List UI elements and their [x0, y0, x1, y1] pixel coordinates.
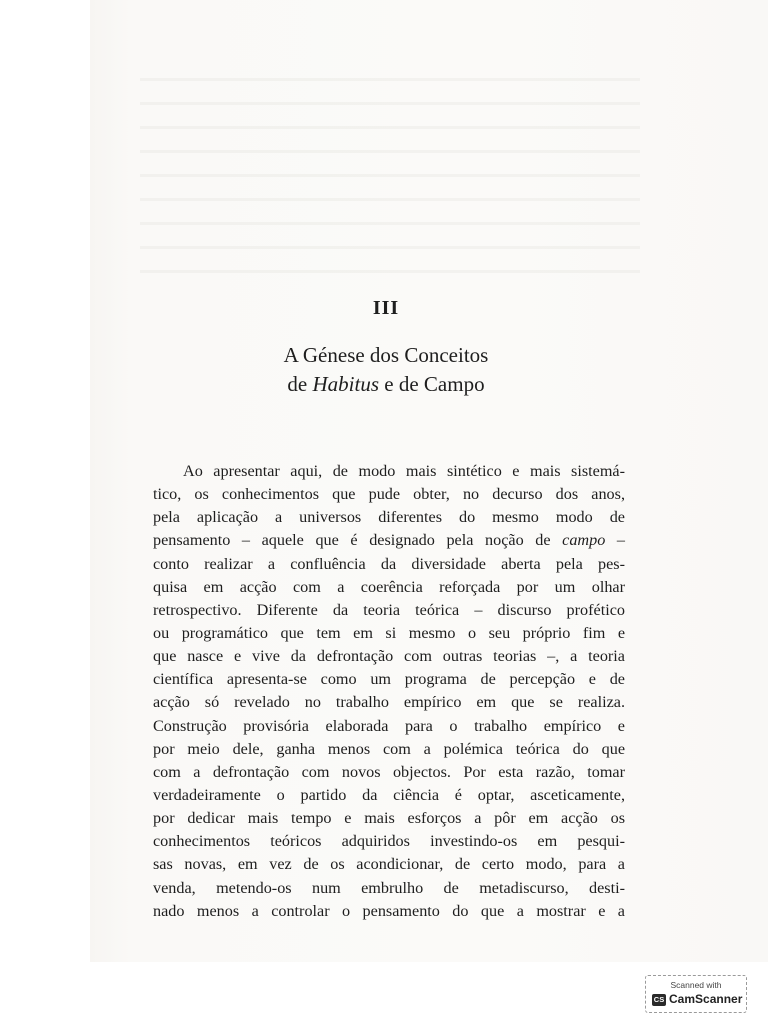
watermark-brand: CamScanner	[669, 992, 743, 1006]
text-line: que nasce e vive da defrontação com outras teorias –, a teoria	[153, 647, 625, 666]
text-line: pela aplicação a universos diferentes do mesmo modo de	[153, 508, 625, 527]
text-line: Construção provisória elaborada para o trabalho empírico e	[153, 716, 625, 735]
text-line: venda, metendo-os num embrulho de metadiscurso, desti-	[153, 878, 625, 897]
text-line: científica apresenta-se como um programa de percepção e de	[153, 670, 625, 689]
chapter-title	[200, 341, 572, 399]
text-line: conhecimentos teóricos adquiridos investindo-os em pesqui-	[153, 832, 625, 851]
chapter-title-line2-pre: de	[287, 372, 313, 396]
watermark-caption: Scanned with	[670, 980, 722, 990]
chapter-number: III	[372, 297, 400, 319]
text-line: por dedicar mais tempo e mais esforços a pôr em acção os	[153, 809, 625, 828]
chapter-title-italic: Habitus	[312, 372, 380, 396]
text-line: quisa em acção com a coerência reforçada por um olhar	[153, 577, 625, 596]
text-line: tico, os conhecimentos que pude obter, no decurso dos anos,	[153, 485, 625, 504]
text-line: verdadeiramente o partido da ciência é optar, asceticamente,	[153, 785, 625, 804]
chapter-title-line2-post: e de Campo	[379, 372, 485, 396]
text-line: com a defrontação com novos objectos. Por esta razão, tomar	[153, 762, 625, 781]
text-line	[153, 529, 625, 552]
italic-term: campo	[562, 531, 606, 550]
text-line-suffix: –	[605, 531, 626, 550]
text-line-part: pensamento – aquele que é designado pela noção de	[153, 531, 563, 550]
text-line: nado menos a controlar o pensamento do que a mostrar e a	[153, 901, 625, 920]
text-line: Ao apresentar aqui, de modo mais sintético e mais sistemá-	[183, 462, 625, 480]
body-paragraph	[153, 460, 625, 923]
text-line: conto realizar a confluência da diversidade aberta pela pes-	[153, 554, 625, 573]
text-line: sas novas, em vez de os acondicionar, de certo modo, para a	[153, 855, 625, 874]
text-line: ou programático que tem em si mesmo o seu próprio fim e	[153, 623, 625, 642]
text-line: por meio dele, ganha menos com a polémica teórica do que	[153, 739, 625, 758]
text-line: acção só revelado no trabalho empírico em que se realiza.	[153, 693, 625, 712]
chapter-title-line1: A Génese dos Conceitos	[283, 343, 489, 367]
camscanner-watermark	[645, 975, 747, 1013]
text-line: retrospectivo. Diferente da teoria teórica – discurso profético	[153, 600, 625, 619]
camscanner-logo-icon: CS	[653, 995, 665, 1004]
